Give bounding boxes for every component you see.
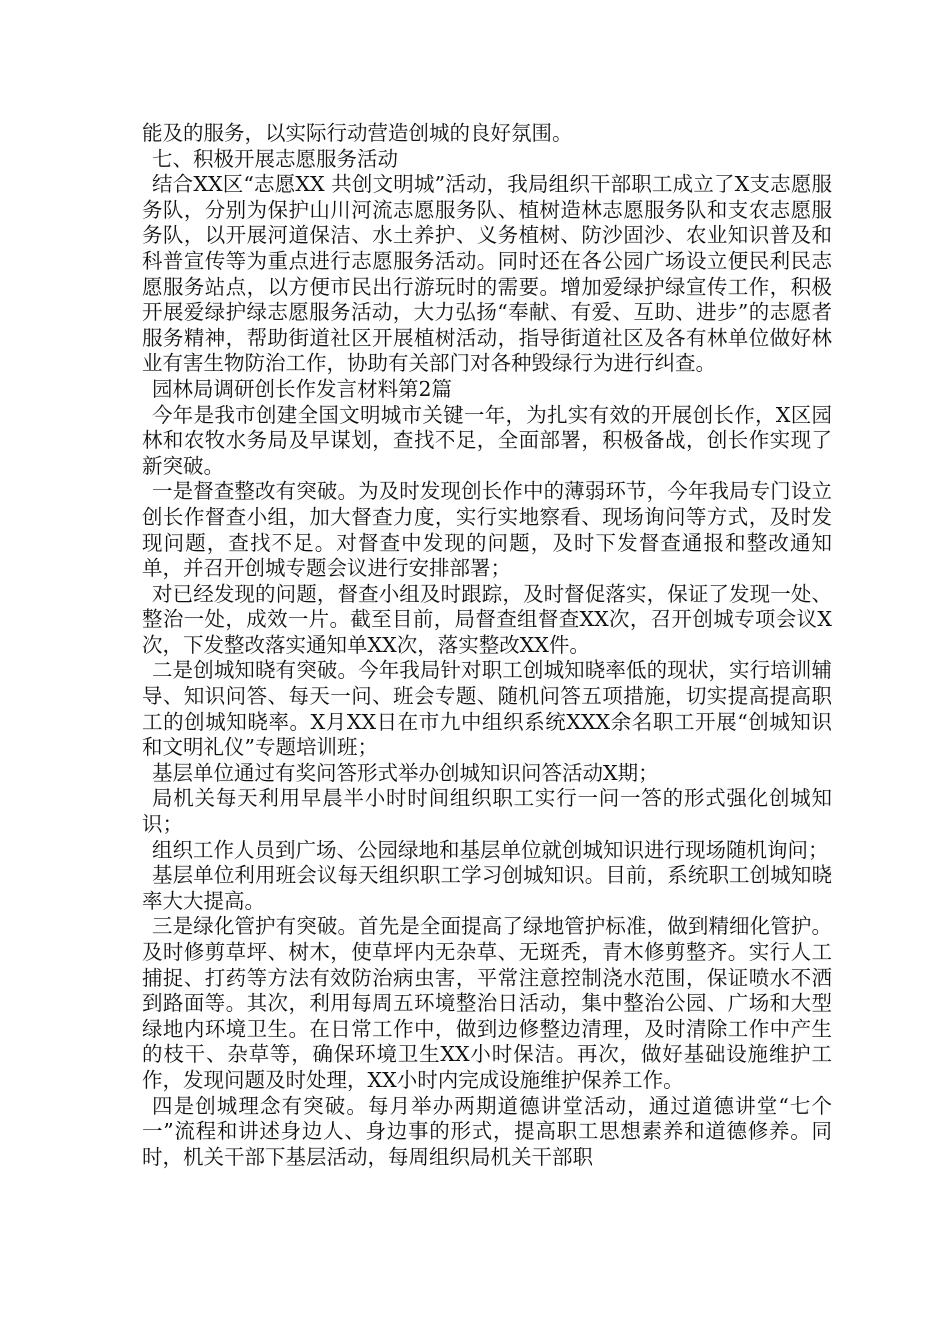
paragraph-daily-qa: 局机关每天利用早晨半小时时间组织职工实行一问一答的形式强化创城知识； [142, 786, 832, 837]
paragraph-supervision: 一是督查整改有突破。为及时发现创长作中的薄弱环节，今年我局专门设立创长作督查小组，加大督查力度，实行实地察看、现场询问等方式，及时发现问题，查找不足。对督查中发现的问题，及时下发督查通报和整改通知单，并召开创城专题会议进行安排部署； [142, 479, 832, 581]
paragraph-supervision-results: 对已经发现的问题，督查小组及时跟踪，及时督促落实，保证了发现一处、整治一处，成效一片。截至目前，局督查组督查XX次，召开创城专项会议X次，下发整改落实通知单XX次，落实整改XX件。 [142, 581, 832, 657]
paragraph-field-inquiry: 组织工作人员到广场、公园绿地和基层单位就创城知识进行现场随机询问； [152, 837, 829, 862]
paragraph-quiz: 基层单位通过有奖问答形式举办创城知识问答活动X期； [152, 760, 659, 785]
article-title: 园林局调研创长作发言材料第2篇 [152, 376, 453, 401]
paragraph-greening: 三是绿化管护有突破。首先是全面提高了绿地管护标准，做到精细化管护。及时修剪草坪、树木，使草坪内无杂草、无斑秃，青木修剪整齐。实行人工捕捉、打药等方法有效防治病虫害，平常注意控制浇水范围，保证喷水不洒到路面等。其次，利用每周五环境整治日活动，集中整治公园、广场和大型绿地内环境卫生。在日常工作中，做到边修整边清理，及时清除工作中产生的枝干、杂草等，确保环境卫生XX小时保洁。再次，做好基础设施维护工作，发现问题及时处理，XX小时内完成设施维护保养工作。 [142, 914, 832, 1092]
paragraph-continuation: 能及的服务，以实际行动营造创城的良好氛围。 [142, 121, 573, 145]
paragraph-volunteer-service: 结合XX区“志愿XX 共创文明城”活动，我局组织干部职工成立了X支志愿服务队，分别为保护山川河流志愿服务队、植树造林志愿服务队和支农志愿服务队，以开展河道保洁、水土养护、义务植树、防沙固沙、农业知识普及和科普宣传等为重点进行志愿服务活动。同时还在各公园广场设立便民利民志愿服务站点，以方便市民出行游玩时的需要。增加爱绿护绿宣传工作，积极开展爱绿护绿志愿服务活动，大力弘扬“奉献、有爱、互助、进步”的志愿者服务精神，帮助街道社区开展植树活动，指导街道社区及各有林单位做好林业有害生物防治工作，协助有关部门对各种毁绿行为进行纠查。 [142, 172, 832, 376]
paragraph-intro: 今年是我市创建全国文明城市关键一年，为扎实有效的开展创长作，X区园林和农牧水务局及早谋划，查找不足，全面部署，积极备战，创长作实现了新突破。 [142, 402, 832, 478]
document-body [142, 121, 832, 1170]
paragraph-ideology: 四是创城理念有突破。每月举办两期道德讲堂活动，通过道德讲堂“七个一”流程和讲述身边人、身边事的形式，提高职工思想素养和道德修养。同时，机关干部下基层活动，每周组织局机关干部职 [142, 1093, 832, 1169]
paragraph-awareness: 二是创城知晓有突破。今年我局针对职工创城知晓率低的现状，实行培训辅导、知识问答、每天一问、班会专题、随机问答五项措施，切实提高提高职工的创城知晓率。X月XX日在市九中组织系统XXX余名职工开展“创城知识和文明礼仪”专题培训班； [142, 658, 832, 760]
section-heading-volunteer: 七、积极开展志愿服务活动 [152, 146, 398, 171]
paragraph-class-meeting: 基层单位利用班会议每天组织职工学习创城知识。目前，系统职工创城知晓率大大提高。 [142, 863, 832, 913]
